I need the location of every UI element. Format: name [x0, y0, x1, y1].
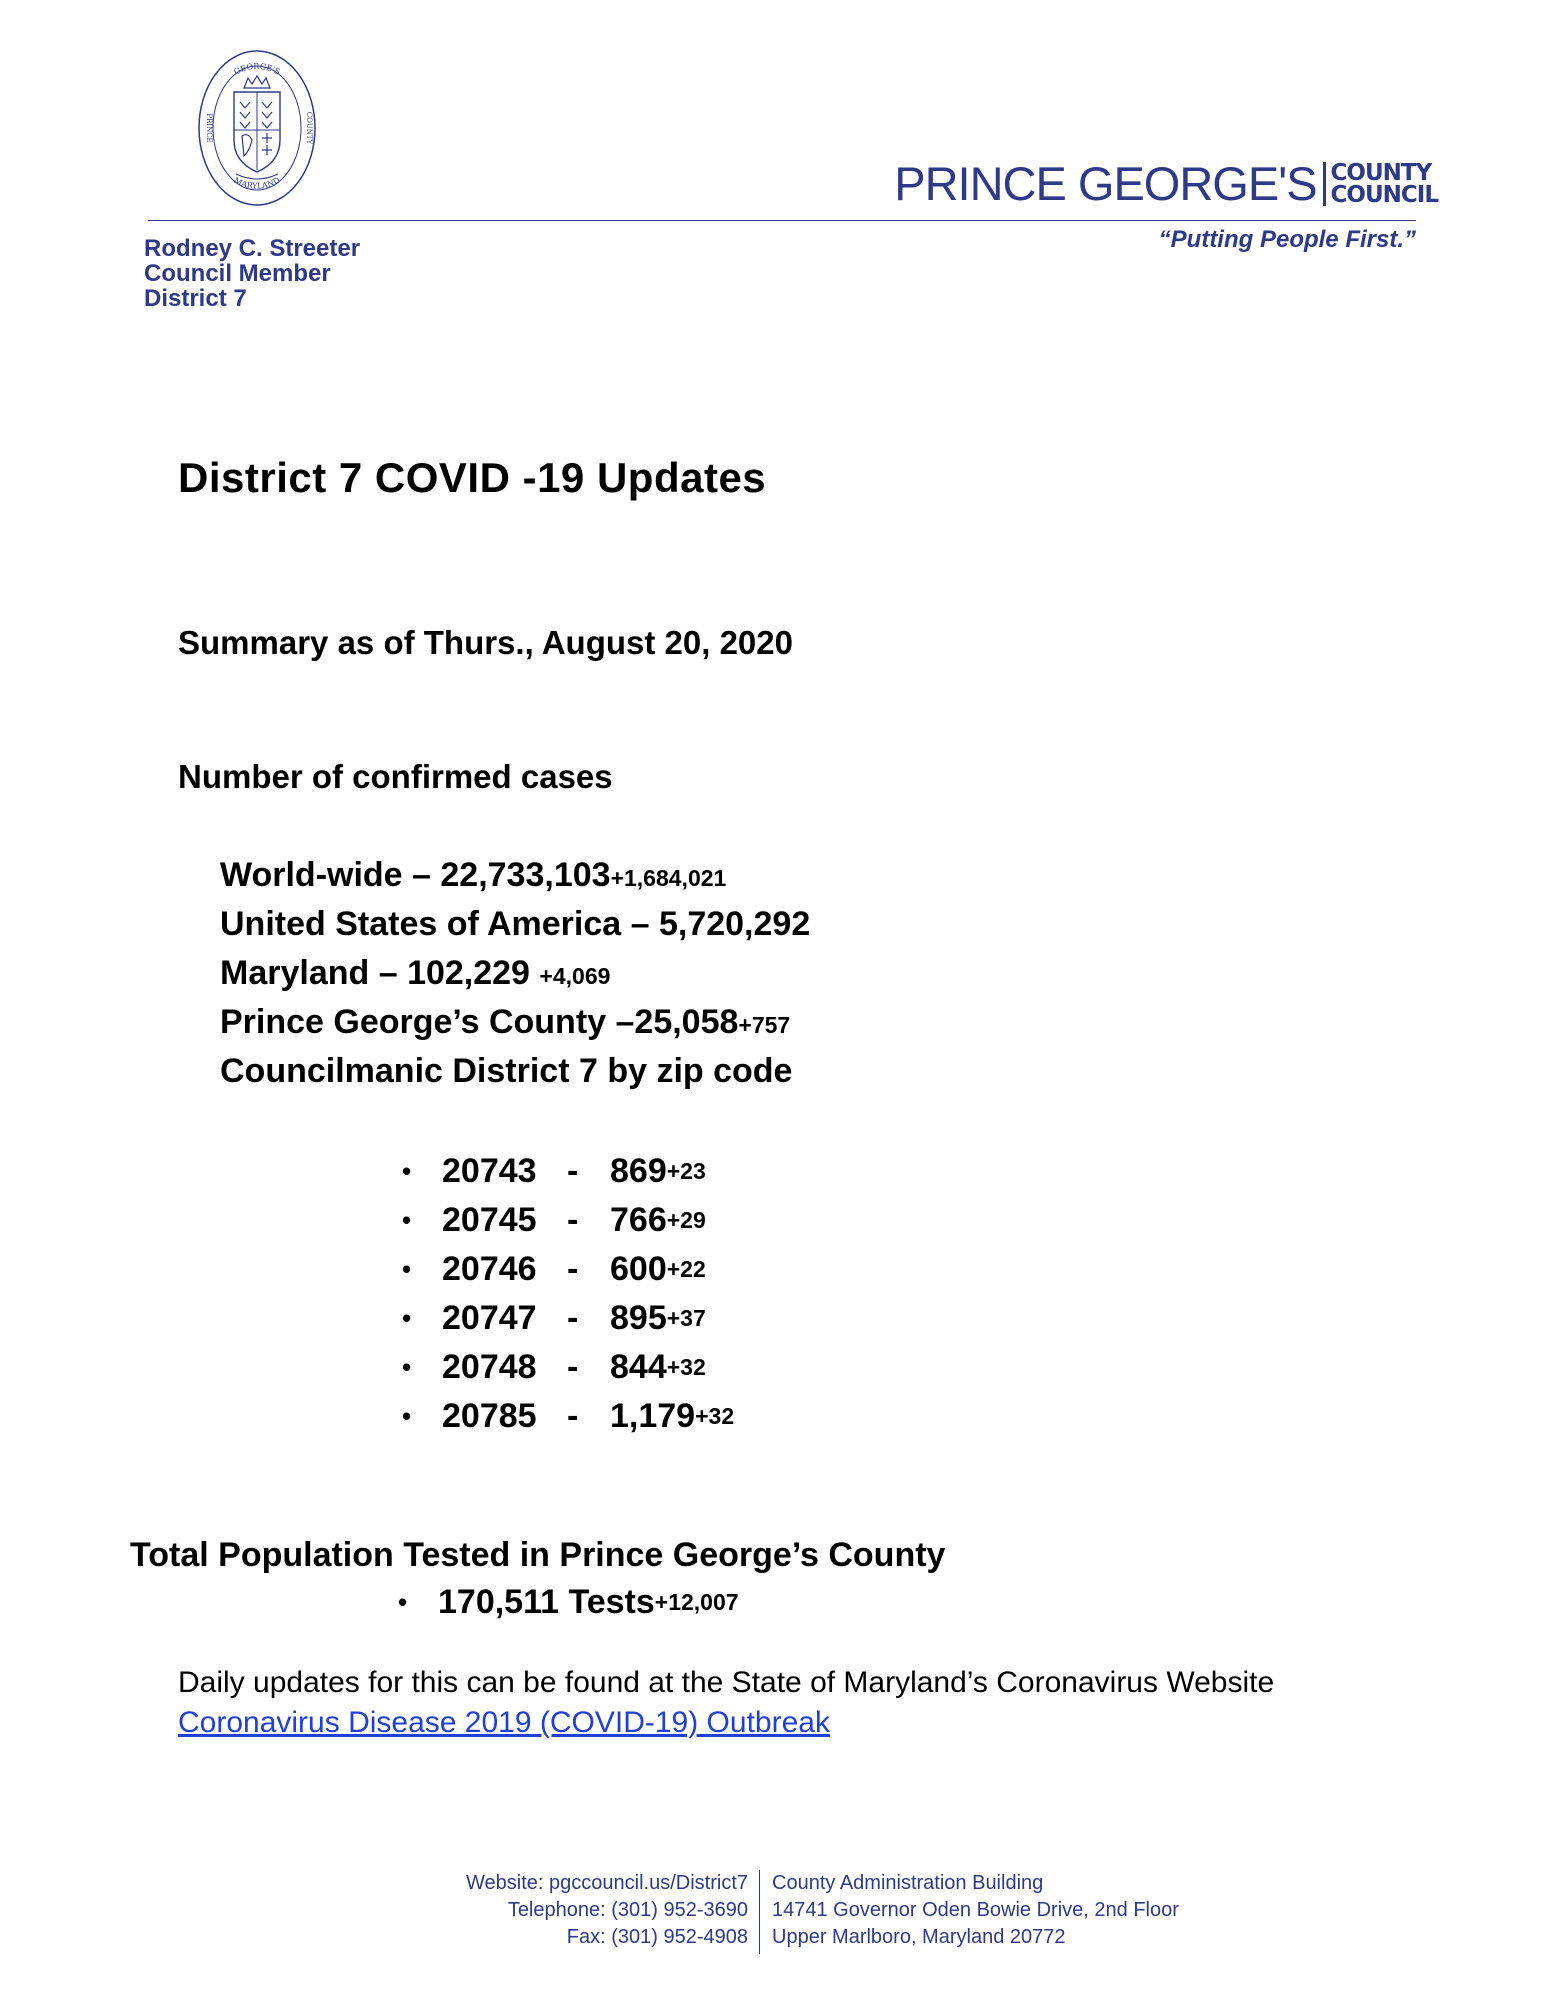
footer-city: Upper Marlboro, Maryland 20772: [772, 1926, 1066, 1948]
zip-code: 20748: [442, 1348, 537, 1386]
zip-code: 20746: [442, 1250, 537, 1288]
brand-council-line1: COUNTY: [1330, 160, 1432, 186]
brand-council-block: [1331, 162, 1438, 206]
zip-separator: -: [567, 1152, 579, 1190]
header-divider: [148, 220, 1416, 221]
daily-updates-text: Daily updates for this can be found at the State of Maryland’s Coronavirus Website: [178, 1666, 1275, 1699]
page-title: District 7 COVID -19 Updates: [178, 454, 767, 501]
zip-count: 895: [610, 1299, 667, 1337]
stat-district7-heading: [220, 1052, 792, 1091]
list-item: [402, 1343, 1002, 1392]
list-item: [402, 1392, 1002, 1441]
zip-delta: +29: [666, 1207, 706, 1233]
brand-name: PRINCE GEORGE'S: [894, 157, 1317, 210]
council-member-block: [144, 236, 360, 311]
tests-total: [398, 1583, 739, 1622]
footer-website: Website: pgccouncil.us/District7: [466, 1872, 748, 1894]
list-item: [402, 1245, 1002, 1294]
tagline: “Putting People First.”: [1158, 226, 1416, 253]
zip-count: 869: [610, 1152, 667, 1190]
svg-text:MARYLAND: MARYLAND: [232, 175, 282, 191]
footer-address: [772, 1870, 1179, 1951]
bullet-icon: •: [402, 1254, 412, 1284]
county-seal-logo: [196, 48, 318, 208]
list-item: [402, 1294, 1002, 1343]
zip-count: 1,179: [610, 1397, 696, 1435]
zip-code: 20743: [442, 1152, 537, 1190]
stat-label: United States of America – 5,720,292: [220, 905, 811, 943]
stat-pg-county: [220, 1003, 790, 1042]
stat-maryland: [220, 954, 610, 993]
zip-code: 20785: [442, 1397, 537, 1435]
zip-code-list: [402, 1147, 1002, 1441]
footer-fax: Fax: (301) 952-4908: [566, 1926, 748, 1948]
list-item: [402, 1196, 1002, 1245]
zip-delta: +22: [666, 1256, 706, 1282]
tests-delta: +12,007: [654, 1589, 739, 1615]
zip-count: 844: [610, 1348, 667, 1386]
stat-label: Councilmanic District 7 by zip code: [220, 1052, 793, 1090]
bullet-icon: •: [398, 1587, 408, 1617]
footer-building: County Administration Building: [772, 1872, 1044, 1894]
tests-count: 170,511 Tests: [438, 1583, 655, 1621]
footer-street: 14741 Governor Oden Bowie Drive, 2nd Floor: [772, 1899, 1179, 1921]
bullet-icon: •: [402, 1156, 412, 1186]
stat-world-wide: [220, 856, 726, 895]
county-council-brand-logo: [894, 158, 1438, 210]
brand-council-line2: COUNCIL: [1330, 182, 1438, 208]
stat-delta: +757: [738, 1012, 791, 1038]
zip-code: 20745: [442, 1201, 537, 1239]
confirmed-cases-heading: Number of confirmed cases: [178, 758, 613, 795]
zip-delta: +37: [666, 1305, 706, 1331]
member-name: Rodney C. Streeter: [144, 235, 361, 262]
covid-outbreak-link[interactable]: Coronavirus Disease 2019 (COVID-19) Outbreak: [178, 1706, 830, 1739]
bullet-icon: •: [402, 1352, 412, 1382]
zip-count: 600: [610, 1250, 667, 1288]
member-title: Council Member: [144, 260, 331, 287]
zip-count: 766: [610, 1201, 667, 1239]
stat-delta: +4,069: [539, 963, 611, 989]
brand-divider: [1323, 162, 1326, 206]
svg-text:PRINCE: PRINCE: [205, 113, 213, 143]
zip-separator: -: [567, 1250, 579, 1288]
svg-text:GEORGE'S: GEORGE'S: [232, 61, 282, 77]
zip-delta: +23: [666, 1158, 706, 1184]
list-item: [402, 1147, 1002, 1196]
bullet-icon: •: [402, 1205, 412, 1235]
zip-delta: +32: [695, 1403, 735, 1429]
stat-usa: [220, 905, 810, 944]
stat-label: Maryland – 102,229: [220, 954, 540, 992]
summary-date: Summary as of Thurs., August 20, 2020: [178, 624, 793, 661]
zip-delta: +32: [666, 1354, 706, 1380]
zip-separator: -: [567, 1348, 579, 1386]
zip-separator: -: [567, 1201, 579, 1239]
footer-contact: [466, 1870, 748, 1951]
zip-separator: -: [567, 1299, 579, 1337]
tested-heading: Total Population Tested in Prince George’s County: [130, 1536, 946, 1574]
stat-delta: +1,684,021: [610, 865, 727, 891]
bullet-icon: •: [402, 1303, 412, 1333]
footer-divider: [759, 1870, 760, 1954]
footer-telephone: Telephone: (301) 952-3690: [507, 1899, 748, 1921]
zip-separator: -: [567, 1397, 579, 1435]
stat-label: Prince George’s County –25,058: [220, 1003, 739, 1041]
bullet-icon: •: [402, 1401, 412, 1431]
svg-text:COUNTY: COUNTY: [305, 111, 313, 145]
stat-label: World-wide – 22,733,103: [220, 856, 611, 894]
member-district: District 7: [144, 285, 247, 312]
zip-code: 20747: [442, 1299, 537, 1337]
